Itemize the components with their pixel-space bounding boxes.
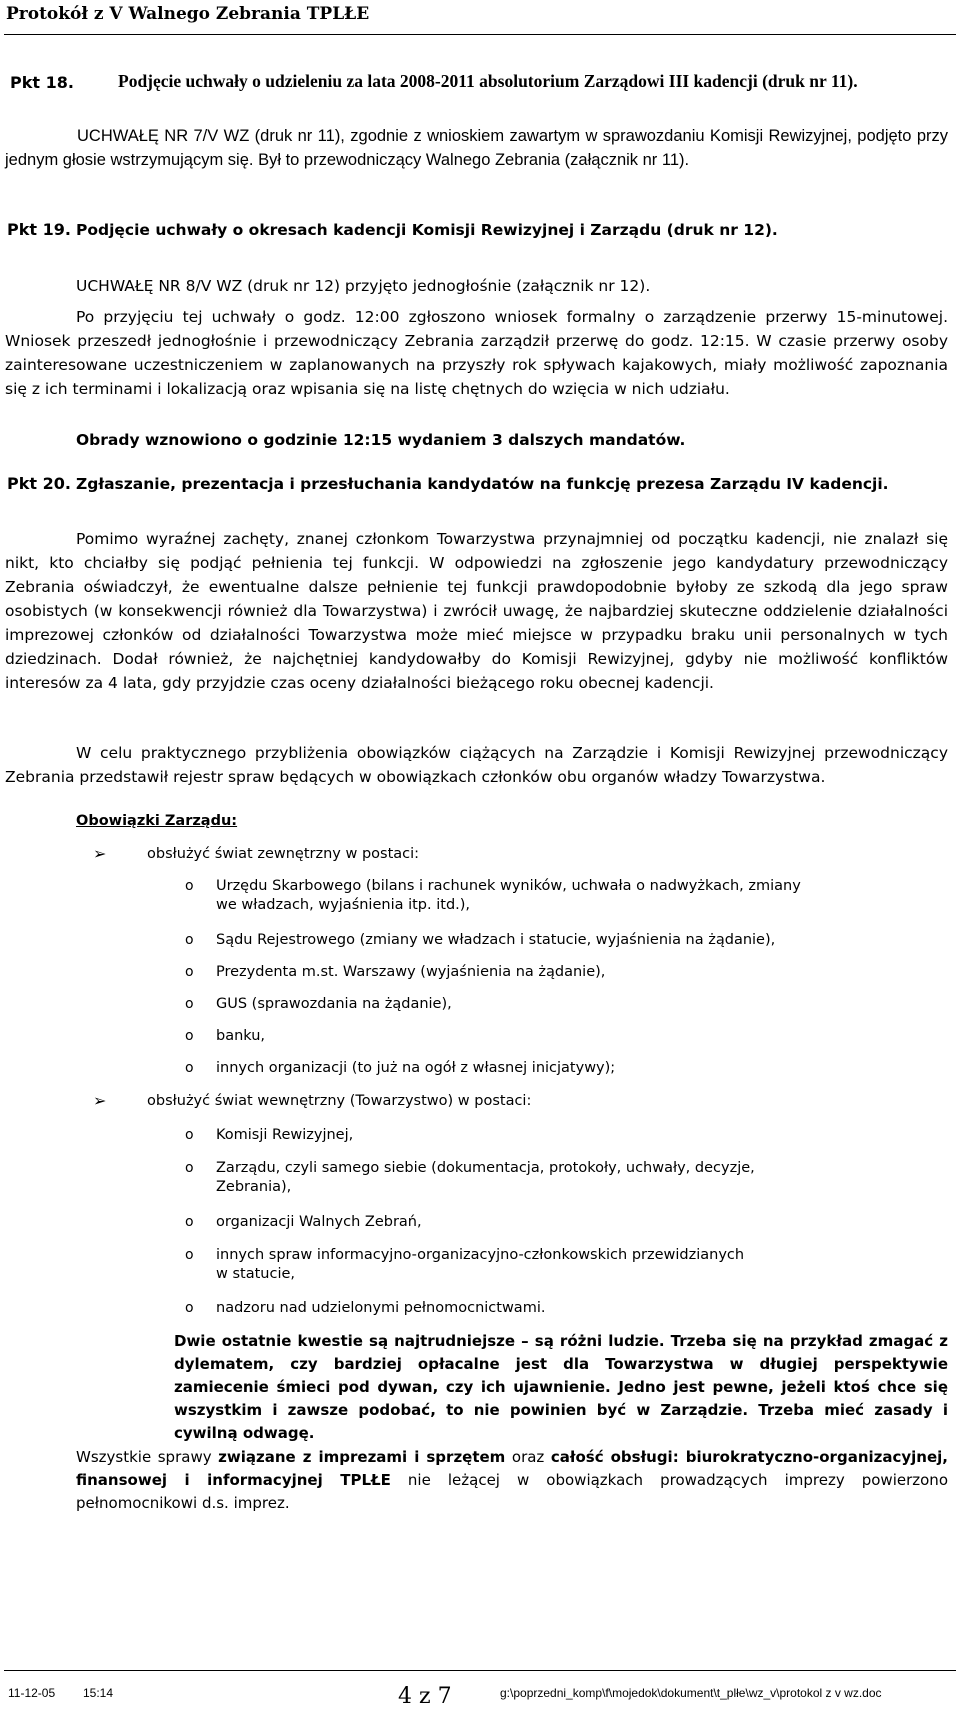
footer-file-path: g:\poprzedni_komp\f\mojedok\dokument\t_plłe\wz_v\protokol z v wz.doc — [500, 1686, 882, 1700]
pkt19-body1: UCHWAŁĘ NR 8/V WZ (druk nr 12) przyjęto jednogłośnie (załącznik nr 12). — [76, 277, 651, 295]
arrow-bullet-icon: ➢ — [93, 844, 107, 863]
pkt19-label: Pkt 19. — [7, 220, 71, 239]
page-header: Protokół z V Walnego Zebrania TPLŁE — [6, 4, 370, 24]
circle-bullet-icon: o — [185, 964, 194, 980]
internal-item-2-line2: Zebrania), — [216, 1179, 292, 1195]
final-text-3: nie leżącej w obowiązkach prowadzących imprezy powierzono pełnomocnikowi d.s. imprez. — [76, 1471, 948, 1512]
internal-item-5: nadzoru nad udzielonymi pełnomocnictwami. — [216, 1300, 546, 1316]
pkt20-title: Zgłaszanie, prezentacja i przesłuchania kandydatów na funkcję prezesa Zarządu IV kadencji. — [76, 475, 889, 493]
circle-bullet-icon: o — [185, 1028, 194, 1044]
external-item-1-line1: Urzędu Skarbowego (bilans i rachunek wyników, uchwała o nadwyżkach, zmiany — [216, 878, 801, 894]
pkt20-body2: W celu praktycznego przybliżenia obowiązków ciążących na Zarządzie i Komisji Rewizyjnej przewodniczący Zebrania przedstawił rejestr spraw będących w obowiązkach członków obu organów władzy Towarzystwa. — [5, 744, 948, 786]
circle-bullet-icon: o — [185, 1214, 194, 1230]
duties-note: Dwie ostatnie kwestie są najtrudniejsze – są różni ludzie. Trzeba się na przykład zmagać z dylematem, czy bardziej opłacalne jest dla Towarzystwa w długiej perspektywie zamiecenie śmieci pod dywan, czy ich ujawnienie. Jedno jest pewne, jeżeli ktoś chce się wszystkim i zawsze podobać, to nie powinien być w Zarządzie. Trzeba mieć zasady i cywilną odwagę. — [174, 1332, 948, 1442]
pkt18-label: Pkt 18. — [10, 73, 74, 92]
pkt20-body1: Pomimo wyraźnej zachęty, znanej członkom Towarzystwa przynajmniej od początku kadencji, nie znalazł się nikt, kto chciałby się podjąć pełnienia tej funkcji. W odpowiedzi na zgłoszenie jego kandydatury przewodniczący Zebrania oświadczył, że ewentualne dalsze pełnienie tej funkcji prawdopodobnie byłoby ze szkodą dla jego spraw osobistych (w konsekwencji również dla Towarzystwa) i zwrócił uwagę, że najbardziej skuteczne oddzielenie działalności imprezowej członków od działalności Towarzystwa może mieć miejsce w przypadku braku unii personalnych w tych dziedzinach. Dodał również, że najchętniej kandydowałby do Komisji Rewizyjnej, gdyby nie możliwość konfliktów interesów za 4 lata, gdy przyjdzie czas oceny działalności bieżącego roku obecnej kadencji. — [5, 530, 948, 692]
external-item-5: banku, — [216, 1028, 266, 1044]
internal-item-2-line1: Zarządu, czyli samego siebie (dokumentacja, protokoły, uchwały, decyzje, — [216, 1160, 755, 1176]
pkt18-title: Podjęcie uchwały o udzieleniu za lata 2008-2011 absolutorium Zarządowi III kadencji (druk nr 11). — [118, 71, 858, 91]
pkt19-body2: Po przyjęciu tej uchwały o godz. 12:00 zgłoszono wniosek formalny o zarządzenie przerwy 15-minutowej. Wniosek przeszedł jednogłośnie i przewodniczący Zebrania zarządził przerwę do godz. 12:15. W czasie przerwy osoby zainteresowane uczestniczeniem w zaplanowanych na przyszły rok spływach kajakowych, miały możliwość zapoznania się z ich terminami i lokalizacją oraz wpisania się na listę chętnych do wzięcia w nich udziału. — [5, 308, 948, 398]
footer-date: 11-12-05 — [8, 1686, 56, 1700]
footer-time: 15:14 — [83, 1686, 114, 1700]
external-item-1-line2: we władzach, wyjaśnienia itp. itd.), — [216, 897, 471, 913]
external-item-3: Prezydenta m.st. Warszawy (wyjaśnienia na żądanie), — [216, 964, 606, 980]
pkt20-label: Pkt 20. — [7, 474, 71, 493]
circle-bullet-icon: o — [185, 1060, 194, 1076]
external-item-6: innych organizacji (to już na ogół z własnej inicjatywy); — [216, 1060, 616, 1076]
internal-item-4-line1: innych spraw informacyjno-organizacyjno-członkowskich przewidzianych — [216, 1247, 745, 1263]
external-label: obsłużyć świat zewnętrzny w postaci: — [147, 846, 420, 862]
circle-bullet-icon: o — [185, 1127, 194, 1143]
pkt18-body: UCHWAŁĘ NR 7/V WZ (druk nr 11), zgodnie z wnioskiem zawartym w sprawozdaniu Komisji Rewizyjnej, podjęto przy jednym głosie wstrzymującym się. Był to przewodniczący Walnego Zebrania (załącznik nr 11). — [5, 127, 948, 169]
internal-label: obsłużyć świat wewnętrzny (Towarzystwo) w postaci: — [147, 1093, 532, 1109]
header-rule — [4, 34, 956, 35]
final-bold-1: związane z imprezami i sprzętem — [218, 1448, 506, 1466]
pkt19-title: Podjęcie uchwały o okresach kadencji Komisji Rewizyjnej i Zarządu (druk nr 12). — [76, 221, 778, 239]
final-paragraph — [76, 1446, 948, 1515]
final-bold-2: całość obsługi: biurokratyczno-organizacyjnej, finansowej i informacyjnej TPLŁE — [76, 1448, 948, 1489]
final-text-2: oraz — [505, 1448, 551, 1466]
internal-item-4-line2: w statucie, — [216, 1266, 295, 1282]
internal-item-3: organizacji Walnych Zebrań, — [216, 1214, 422, 1230]
footer-page-number: 4 z 7 — [398, 1684, 452, 1709]
circle-bullet-icon: o — [185, 996, 194, 1012]
internal-item-1: Komisji Rewizyjnej, — [216, 1127, 354, 1143]
arrow-bullet-icon: ➢ — [93, 1091, 107, 1110]
final-text-1: Wszystkie sprawy — [76, 1448, 219, 1466]
circle-bullet-icon: o — [185, 1300, 194, 1316]
external-item-2: Sądu Rejestrowego (zmiany we władzach i statucie, wyjaśnienia na żądanie), — [216, 932, 776, 948]
duties-heading: Obowiązki Zarządu: — [76, 813, 238, 829]
circle-bullet-icon: o — [185, 1247, 194, 1263]
circle-bullet-icon: o — [185, 1160, 194, 1176]
external-item-4: GUS (sprawozdania na żądanie), — [216, 996, 452, 1012]
footer-rule — [4, 1670, 956, 1671]
pkt19-resumed: Obrady wznowiono o godzinie 12:15 wydaniem 3 dalszych mandatów. — [76, 431, 686, 449]
circle-bullet-icon: o — [185, 878, 194, 894]
circle-bullet-icon: o — [185, 932, 194, 948]
